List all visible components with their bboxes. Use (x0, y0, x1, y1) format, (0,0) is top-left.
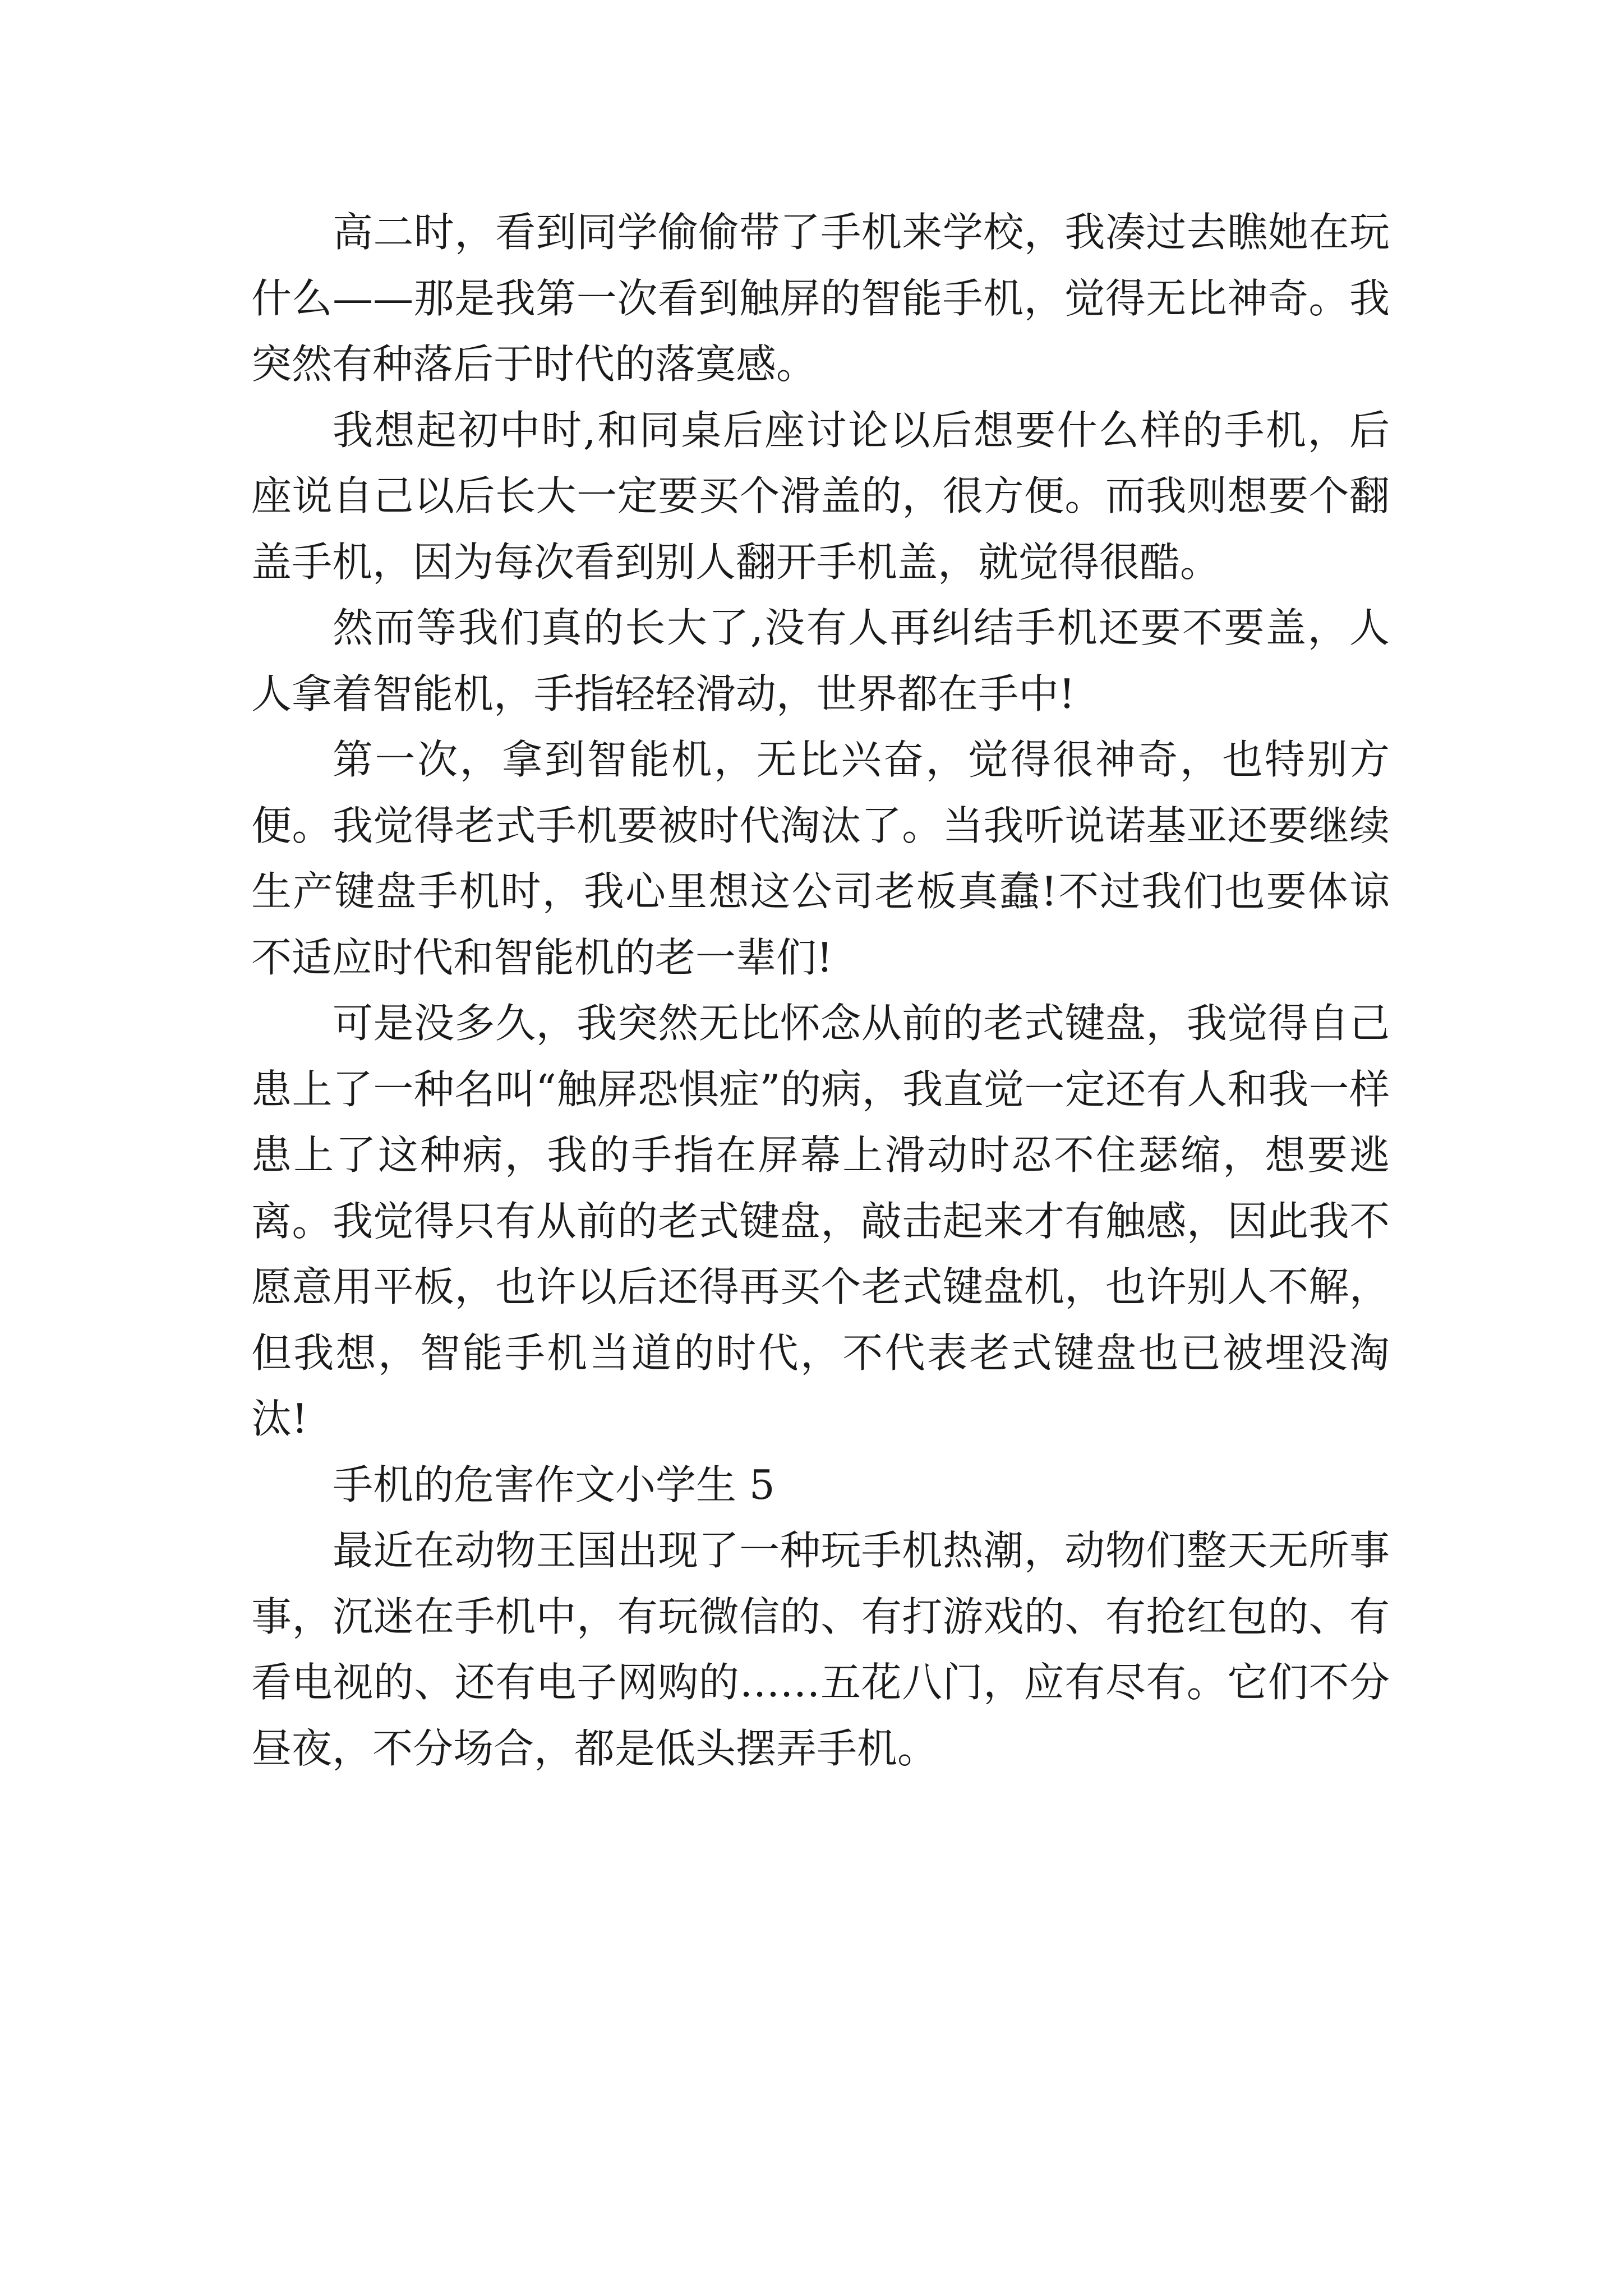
paragraph-3: 然而等我们真的长大了,没有人再纠结手机还要不要盖，人人拿着智能机，手指轻轻滑动，世界都在手中! (251, 604, 1390, 717)
section-paragraph-1: 最近在动物王国出现了一种玩手机热潮，动物们整天无所事事，沉迷在手机中，有玩微信的、有打游戏的、有抢红包的、有看电视的、还有电子网购的……五花八门，应有尽有。它们不分昼夜，不分场合，都是低头摆弄手机。 (251, 1527, 1390, 1772)
paragraph-5: 可是没多久，我突然无比怀念从前的老式键盘，我觉得自己患上了一种名叫“触屏恐惧症”的病，我直觉一定还有人和我一样患上了这种病，我的手指在屏幕上滑动时忍不住瑟缩，想要逃离。我觉得只有从前的老式键盘，敲击起来才有触感，因此我不愿意用平板，也许以后还得再买个老式键盘机，也许别人不解，但我想，智能手机当道的时代，不代表老式键盘也已被埋没淘汰! (251, 1000, 1390, 1442)
section-title: 手机的危害作文小学生 5 (333, 1461, 775, 1508)
document-body (251, 200, 1390, 1782)
paragraph-1: 高二时，看到同学偷偷带了手机来学校，我凑过去瞧她在玩什么——那是我第一次看到触屏的智能手机，觉得无比神奇。我突然有种落后于时代的落寞感。 (251, 209, 1390, 388)
paragraph-4: 第一次，拿到智能机，无比兴奋，觉得很神奇，也特别方便。我觉得老式手机要被时代淘汰了。当我听说诺基亚还要继续生产键盘手机时，我心里想这公司老板真蠢!不过我们也要体谅不适应时代和智能机的老一辈们! (251, 736, 1390, 981)
paragraph-2: 我想起初中时,和同桌后座讨论以后想要什么样的手机，后座说自己以后长大一定要买个滑盖的，很方便。而我则想要个翻盖手机，因为每次看到别人翻开手机盖，就觉得很酷。 (251, 406, 1390, 586)
